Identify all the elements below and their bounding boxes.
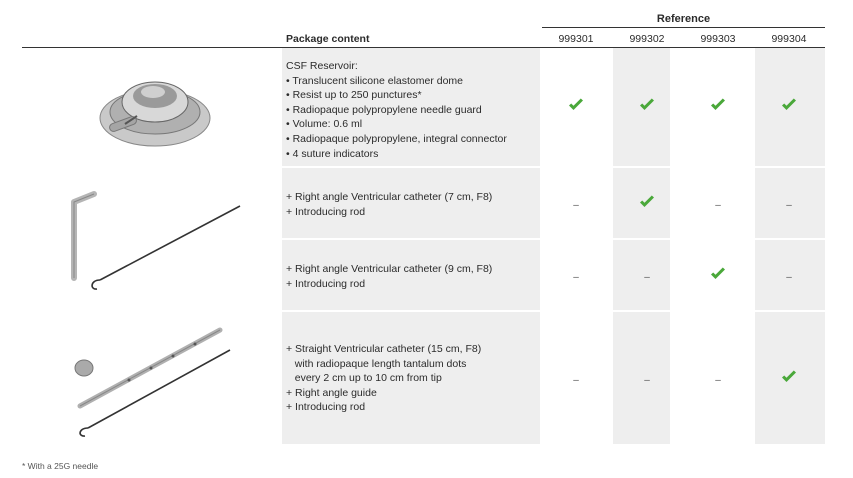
dash-mark: – [786,200,792,211]
description-line: • Volume: 0.6 ml [286,118,363,131]
check-icon [618,98,676,117]
not-included-dash [689,195,747,213]
row-right-angle-9cm-description [286,262,492,291]
check-icon [689,98,747,117]
not-included-dash [760,267,818,285]
row-separator [282,238,825,240]
description-line: with radiopaque length tantalum dots [286,357,467,370]
not-included-dash [618,370,676,388]
description-line: CSF Reservoir: [286,60,358,72]
package-content-heading: Package content [286,33,370,45]
row-separator [282,310,825,312]
description-line: • Resist up to 250 punctures* [286,89,422,102]
description-line: + Right angle Ventricular catheter (9 cm, F8) [286,263,493,275]
row-straight-catheter-description [286,342,481,415]
dash-mark: – [644,272,650,283]
description-line: every 2 cm up to 10 cm from tip [286,372,442,385]
dash-mark: – [644,375,650,386]
description-line: + Straight Ventricular catheter (15 cm, F8) [286,343,482,355]
csf-reservoir-image [95,66,213,154]
row-csf-reservoir-description [286,59,507,161]
ref-999301-heading: 999301 [558,33,594,45]
dash-mark: – [573,375,579,386]
description-line: + Right angle Ventricular catheter (7 cm, F8) [286,191,493,203]
not-included-dash [689,370,747,388]
dash-mark: – [573,200,579,211]
reference-heading: Reference [656,13,711,25]
dash-mark: – [715,375,721,386]
footnote: * With a 25G needle [22,461,99,471]
description-line: • Radiopaque polypropylene needle guard [286,103,482,116]
description-line: • 4 suture indicators [286,147,379,160]
straight-catheter-image [70,326,235,438]
check-icon [689,267,747,286]
not-included-dash [547,267,605,285]
description-line: • Translucent silicone elastomer dome [286,74,464,87]
description-line: + Introducing rod [286,277,366,290]
not-included-dash [547,370,605,388]
dash-mark: – [573,272,579,283]
dash-mark: – [715,200,721,211]
description-line: + Right angle guide [286,386,377,399]
description-line: • Radiopaque polypropylene, integral connector [286,132,507,145]
check-icon [760,98,818,117]
not-included-dash [618,267,676,285]
ref-999302-heading: 999302 [629,33,665,45]
not-included-dash [760,195,818,213]
right-angle-catheter-image [60,186,242,296]
description-line: + Introducing rod [286,205,366,218]
description-line: + Introducing rod [286,401,366,414]
ref-999304-heading: 999304 [771,33,807,45]
dash-mark: – [786,272,792,283]
row-right-angle-7cm-description [286,190,492,219]
check-icon [618,195,676,214]
ref-999303-heading: 999303 [700,33,736,45]
row-separator [282,166,825,168]
table-header-row [0,28,853,47]
check-icon [547,98,605,117]
not-included-dash [547,195,605,213]
check-icon [760,370,818,389]
